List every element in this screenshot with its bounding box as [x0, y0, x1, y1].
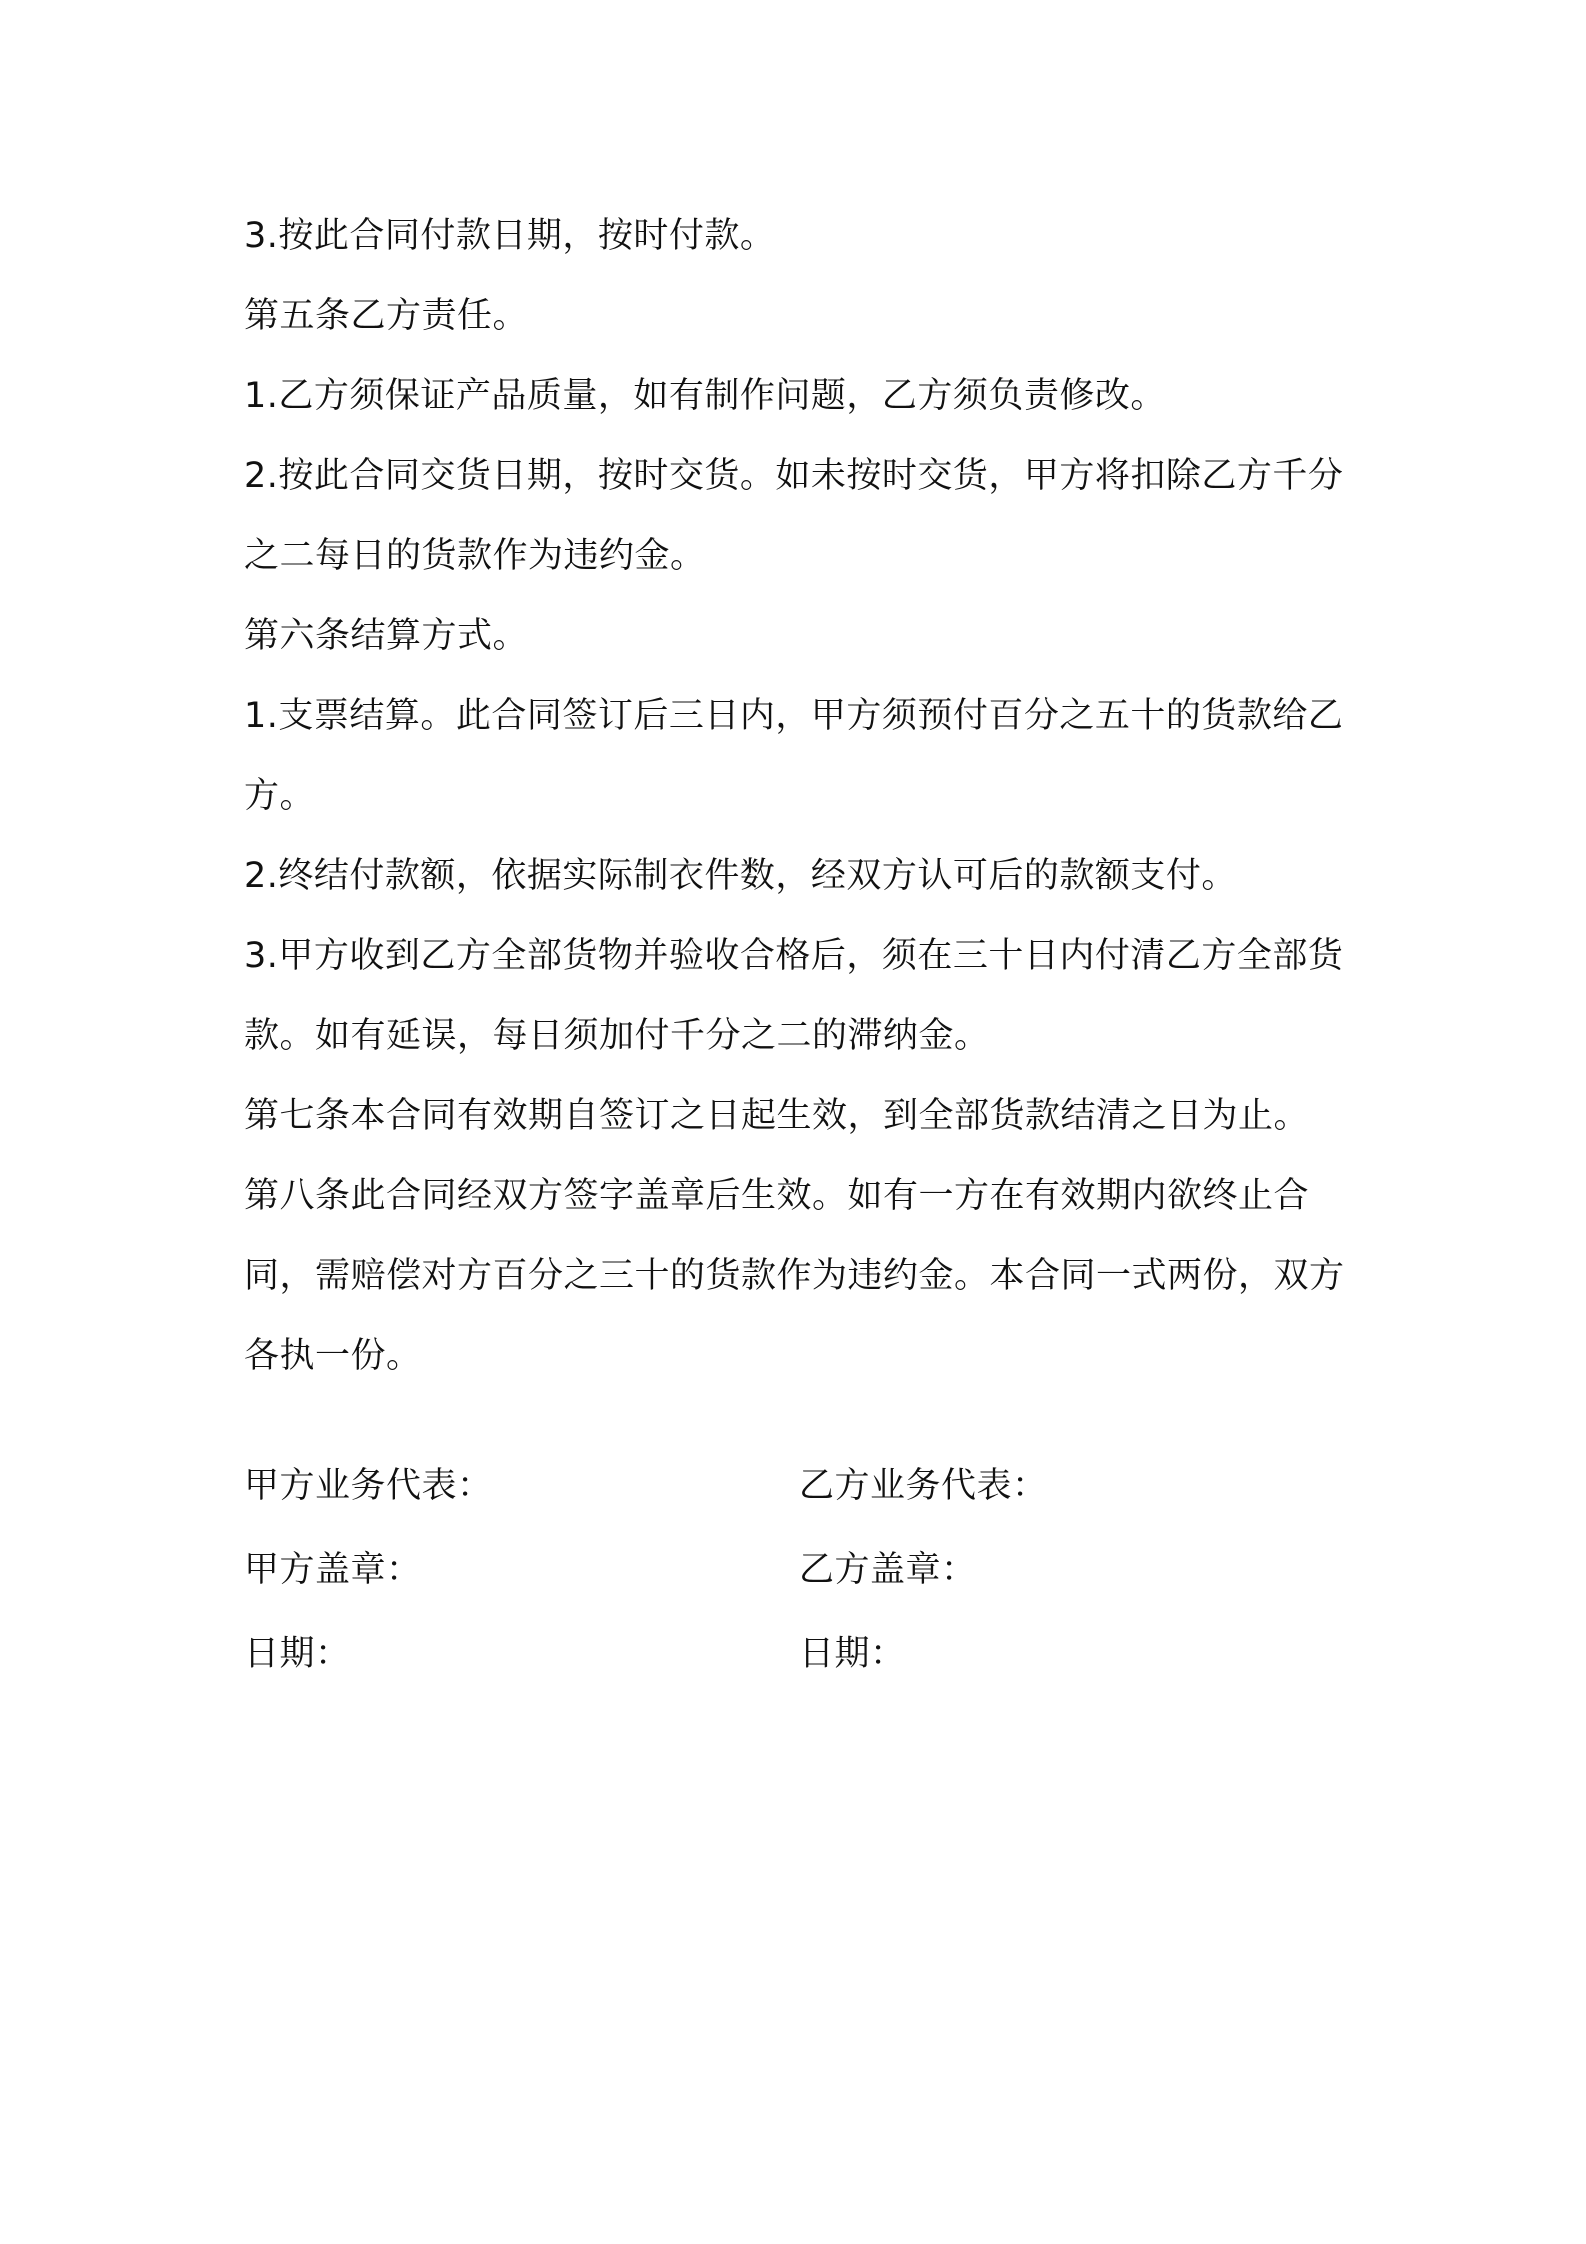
party-a-representative-label: 甲方业务代表：	[244, 1466, 493, 1506]
party-a-date-label: 日期：	[244, 1634, 351, 1674]
clause-5-item-1: 1.乙方须保证产品质量，如有制作问题，乙方须负责修改。	[244, 376, 1166, 416]
clause-6-item-2: 2.终结付款额，依据实际制衣件数，经双方认可后的款额支付。	[244, 856, 1237, 896]
party-b-date-label: 日期：	[799, 1634, 906, 1674]
article-7: 第七条本合同有效期自签订之日起生效，到全部货款结清之日为止。	[244, 1096, 1310, 1136]
article-8: 第八条此合同经双方签字盖章后生效。如有一方在有效期内欲终止合同，需赔偿对方百分之三十的货款作为违约金。本合同一式两份，双方各执一份。	[244, 1176, 1345, 1376]
contract-body	[244, 196, 1354, 1396]
party-b-representative-label: 乙方业务代表：	[799, 1466, 1048, 1506]
article-5-heading: 第五条乙方责任。	[244, 296, 529, 336]
signature-row-date	[244, 1612, 1354, 1696]
clause-6-item-1: 1.支票结算。此合同签订后三日内，甲方须预付百分之五十的货款给乙方。	[244, 696, 1344, 816]
clause-4-item-3: 3.按此合同付款日期，按时付款。	[244, 216, 776, 256]
clause-6-item-3: 3.甲方收到乙方全部货物并验收合格后，须在三十日内付清乙方全部货款。如有延误，每日须加付千分之二的滞纳金。	[244, 936, 1344, 1056]
party-b-seal-label: 乙方盖章：	[799, 1550, 977, 1590]
signature-block	[244, 1444, 1354, 1696]
signature-row-seal	[244, 1528, 1354, 1612]
article-6-heading: 第六条结算方式。	[244, 616, 529, 656]
signature-row-representative	[244, 1444, 1354, 1528]
clause-5-item-2: 2.按此合同交货日期，按时交货。如未按时交货，甲方将扣除乙方千分之二每日的货款作为违约金。	[244, 456, 1344, 576]
party-a-seal-label: 甲方盖章：	[244, 1550, 422, 1590]
